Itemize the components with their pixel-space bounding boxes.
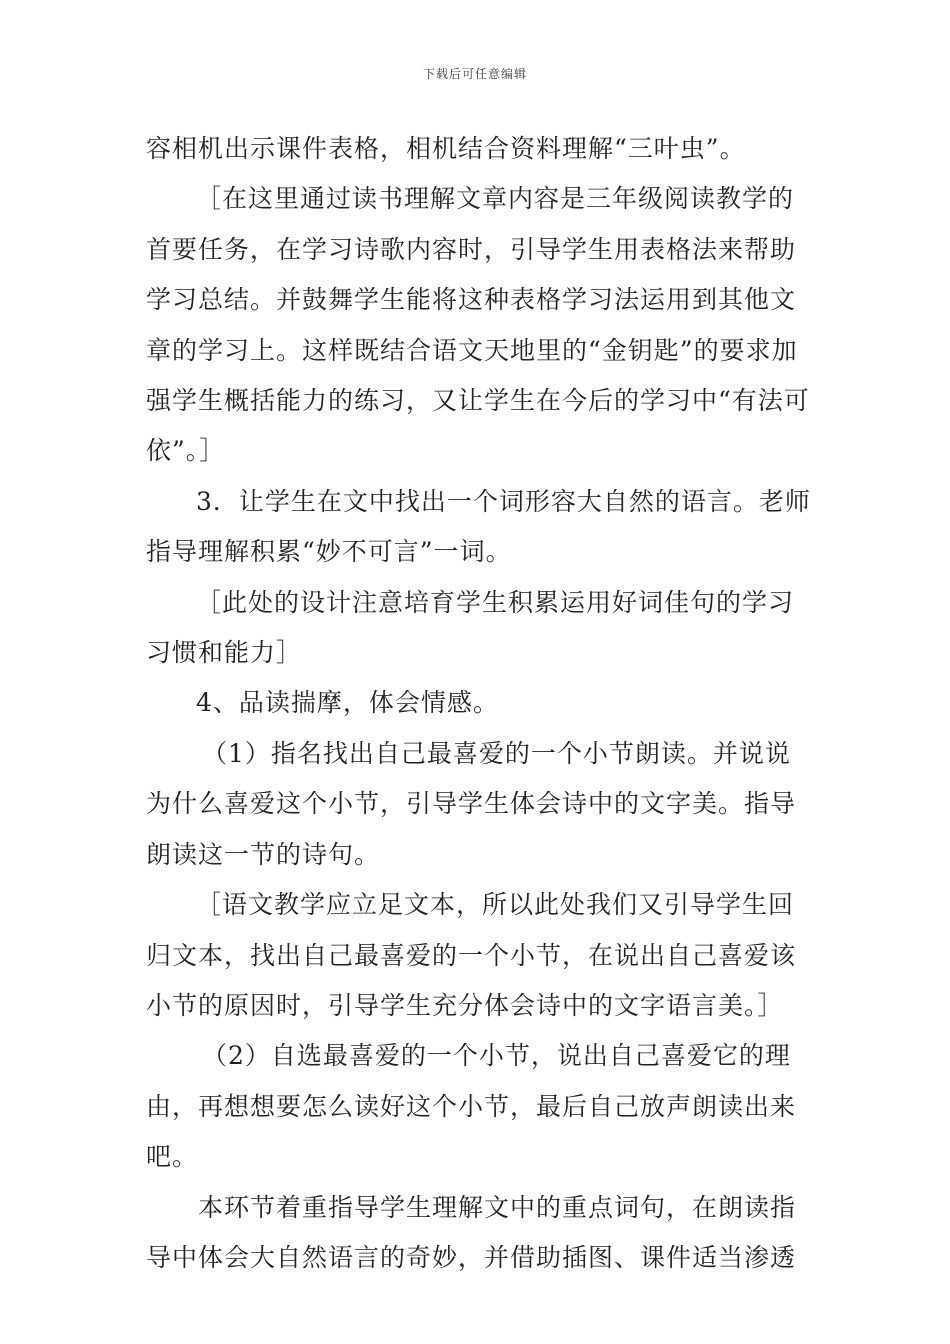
paragraph-1: 容相机出示课件表格，相机结合资料理解“三叶虫”。 bbox=[146, 134, 746, 163]
page-header: 下载后可任意编辑 bbox=[422, 67, 527, 81]
paragraph-7-note: ［语文教学应立足文本，所以此处我们又引导学生回归文本，找出自己最喜爱的一个小节，在说出自己喜爱该小节的原因时，引导学生充分体会诗中的文字语言美。］ bbox=[146, 890, 797, 1020]
paragraph-9: 本环节着重指导学生理解文中的重点词句，在朗读指导中体会大自然语言的奇妙，并借助插图、课件适当渗透 bbox=[146, 1192, 797, 1272]
paragraph-4-note: ［此处的设计注意培育学生积累运用好词佳句的学习习惯和能力］ bbox=[146, 587, 795, 668]
paragraph-2-note: ［在这里通过读书理解文章内容是三年级阅读教学的首要任务，在学习诗歌内容时，引导学生用表格法来帮助学习总结。并鼓舞学生能将这种表格学习法运用到其他文章的学习上。这样既结合语文天地里的“金钥匙”的要求加强学生概括能力的练习，又让学生在今后的学习中“有法可依”。］ bbox=[146, 184, 810, 466]
paragraph-5: 4、品读揣摩，体会情感。 bbox=[196, 688, 499, 718]
document-body bbox=[146, 124, 811, 1283]
paragraph-3: 3．让学生在文中找出一个词形容大自然的语言。老师指导理解积累“妙不可言”一词。 bbox=[146, 486, 811, 567]
paragraph-8: （2）自选最喜爱的一个小节，说出自己喜爱它的理由，再想想要怎么读好这个小节，最后自己放声朗读出来吧。 bbox=[146, 1041, 797, 1172]
paragraph-6: （1）指名找出自己最喜爱的一个小节朗读。并说说为什么喜爱这个小节，引导学生体会诗中的文字美。指导朗读这一节的诗句。 bbox=[146, 738, 797, 869]
